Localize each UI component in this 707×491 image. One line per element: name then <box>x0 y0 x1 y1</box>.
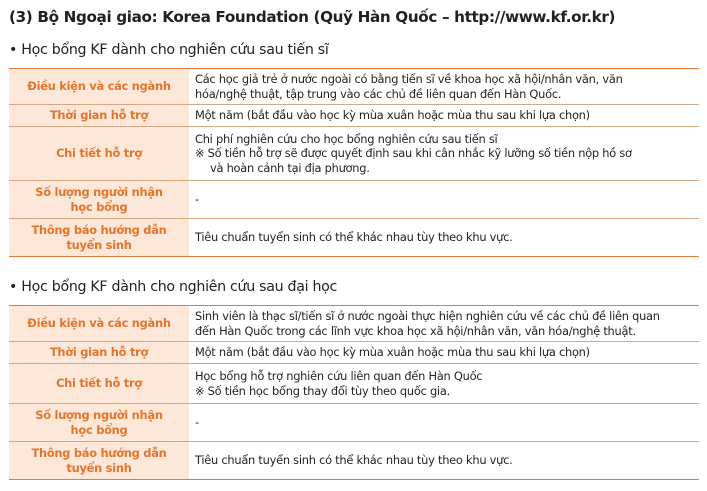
postdoc-table <box>9 68 699 257</box>
row-label <box>9 181 189 219</box>
table-row <box>9 219 699 257</box>
table-row <box>9 442 699 480</box>
value-line: Một năm (bắt đầu vào học kỳ mùa xuân hoặc mùa thu sau khi lựa chọn) <box>195 345 590 360</box>
row-value <box>189 364 699 404</box>
value-line: Học bổng hỗ trợ nghiên cứu liên quan đến Hàn Quốc <box>195 369 483 384</box>
label-line: tuyển sinh <box>66 237 132 252</box>
table-row <box>9 69 699 105</box>
table-row <box>9 342 699 364</box>
graduate-subtitle: • Học bổng KF dành cho nghiên cứu sau đại học <box>9 279 338 295</box>
row-value <box>189 306 699 342</box>
label-line: tuyển sinh <box>66 460 132 475</box>
table-row <box>9 127 699 181</box>
label-line: học bổng <box>70 422 128 437</box>
row-value <box>189 404 699 442</box>
value-line: Các học giả trẻ ở nước ngoài có bằng tiến sĩ về khoa học xã hội/nhân văn, văn <box>195 72 623 87</box>
row-value <box>189 127 699 181</box>
value-line: - <box>195 192 199 207</box>
note-line-continued: và hoàn cảnh tại địa phương. <box>210 160 370 175</box>
label-line: Thông báo hướng dẫn <box>31 446 167 461</box>
value-line: - <box>195 415 199 430</box>
row-value <box>189 442 699 480</box>
label-line: Số lượng người nhận <box>35 185 163 200</box>
value-line: Tiêu chuẩn tuyển sinh có thể khác nhau tùy theo khu vực. <box>195 453 513 468</box>
row-value <box>189 69 699 105</box>
value-line: Tiêu chuẩn tuyển sinh có thể khác nhau tùy theo khu vực. <box>195 230 513 245</box>
row-label: Thời gian hỗ trợ <box>9 105 189 127</box>
value-line: hóa/nghệ thuật, tập trung vào các chủ đề liên quan đến Hàn Quốc. <box>195 86 562 101</box>
row-label: Thời gian hỗ trợ <box>9 342 189 364</box>
label-line: Thông báo hướng dẫn <box>31 223 167 238</box>
row-label: Chi tiết hỗ trợ <box>9 127 189 181</box>
label-line: Số lượng người nhận <box>35 408 163 423</box>
row-label: Điều kiện và các ngành <box>9 69 189 105</box>
row-label <box>9 219 189 257</box>
value-line: Một năm (bắt đầu vào học kỳ mùa xuân hoặc mùa thu sau khi lựa chọn) <box>195 108 590 123</box>
value-line: Chi phí nghiên cứu cho học bổng nghiên cứu sau tiến sĩ <box>195 131 498 146</box>
row-value <box>189 219 699 257</box>
row-label: Điều kiện và các ngành <box>9 306 189 342</box>
row-label <box>9 404 189 442</box>
table-row <box>9 404 699 442</box>
table-row <box>9 105 699 127</box>
graduate-table <box>9 305 699 480</box>
table-row <box>9 364 699 404</box>
row-label: Chi tiết hỗ trợ <box>9 364 189 404</box>
note-line: ※ Số tiền học bổng thay đổi tùy theo quốc gia. <box>195 383 450 398</box>
value-line: Sinh viên là thạc sĩ/tiến sĩ ở nước ngoài thực hiện nghiên cứu về các chủ đề liên quan <box>195 309 660 324</box>
table-row <box>9 306 699 342</box>
label-line: học bổng <box>70 199 128 214</box>
section-heading: (3) Bộ Ngoại giao: Korea Foundation (Quỹ Hàn Quốc – http://www.kf.or.kr) <box>9 8 616 26</box>
table-row <box>9 181 699 219</box>
postdoc-subtitle: • Học bổng KF dành cho nghiên cứu sau tiến sĩ <box>9 42 329 58</box>
row-label <box>9 442 189 480</box>
note-line: ※ Số tiền hỗ trợ sẽ được quyết định sau khi cân nhắc kỹ lưỡng số tiền nộp hồ sơ <box>195 146 632 161</box>
row-value <box>189 181 699 219</box>
row-value <box>189 342 699 364</box>
row-value <box>189 105 699 127</box>
value-line: đến Hàn Quốc trong các lĩnh vực khoa học xã hội/nhân văn, văn hóa/nghệ thuật. <box>195 323 636 338</box>
